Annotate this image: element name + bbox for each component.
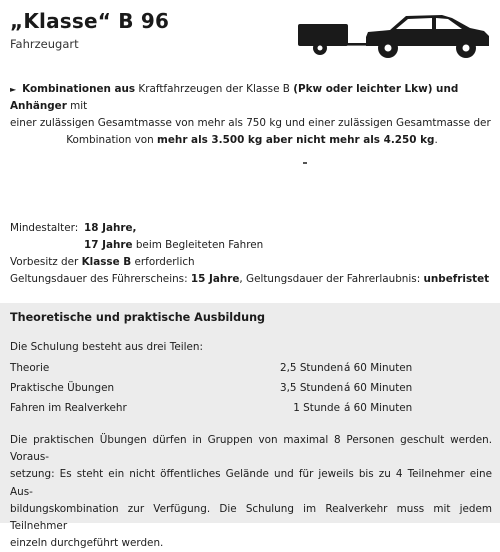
decorative-mark — [303, 162, 307, 164]
training-intro: Die Schulung besteht aus drei Teilen: — [10, 341, 203, 353]
footnote-line: bildungskombination zur Verfügung. Die Schulung im Realverkehr muss mit jedem Teilnehmer — [10, 502, 492, 533]
footnote-line: Die praktischen Übungen dürfen in Gruppen von maximal 8 Personen geschult werden. Voraus- — [10, 434, 492, 464]
prior-licence-prefix: Vorbesitz der — [10, 256, 82, 268]
validity-prefix: Geltungsdauer des Führerscheins: — [10, 273, 191, 285]
training-row-amount: 3,5 Stunden — [280, 382, 344, 394]
training-row-label: Praktische Übungen — [10, 382, 115, 394]
page-title: „Klasse“ B 96 — [10, 9, 170, 33]
combo-line-1 — [10, 81, 494, 115]
requirements-block — [10, 220, 489, 288]
training-row-theory — [10, 362, 480, 379]
training-row-unit: á 60 Minuten — [344, 362, 413, 374]
min-age-alt — [84, 237, 263, 254]
validity-row — [10, 271, 489, 288]
validity-middle: , Geltungsdauer der Fahrerlaubnis: — [239, 273, 424, 285]
combo-text: Kraftfahrzeugen der Klasse B — [135, 83, 294, 95]
validity-value: 15 Jahre — [190, 273, 240, 285]
combo-text: . — [434, 134, 438, 146]
combo-strong: mehr als 3.500 kg aber nicht mehr als 4.250 kg — [157, 134, 435, 146]
car-with-trailer-icon — [296, 12, 492, 62]
prior-licence-row — [10, 254, 489, 271]
training-footnote — [10, 432, 492, 552]
min-age-label: Mindestalter: — [10, 222, 79, 234]
prior-licence-suffix: erforderlich — [131, 256, 195, 268]
combo-strong: (Pkw oder leichter Lkw) und Anhänger — [10, 83, 459, 112]
combo-text: Kombination von — [66, 134, 158, 146]
min-age-row — [10, 220, 489, 237]
training-row-label: Theorie — [10, 362, 50, 374]
training-row-label: Fahren im Realverkehr — [10, 402, 127, 414]
min-age-alt-suffix: beim Begleiteten Fahren — [132, 239, 264, 251]
prior-licence-value: Klasse B — [81, 256, 132, 268]
combo-text: mit — [66, 100, 88, 112]
validity-permit-value: unbefristet — [423, 273, 490, 285]
training-title: Theoretische und praktische Ausbildung — [10, 311, 266, 324]
min-age-alt-row — [10, 237, 489, 254]
combination-description — [10, 81, 494, 149]
page-subtitle: Fahrzeugart — [10, 37, 79, 51]
min-age-value: 18 Jahre, — [84, 222, 137, 234]
bullet-arrow-icon: ► — [10, 85, 17, 94]
footnote-line: einzeln durchgeführt werden. — [10, 537, 164, 550]
training-row-practice — [10, 382, 480, 399]
training-row-amount: 2,5 Stunden — [280, 362, 344, 374]
training-row-traffic — [10, 402, 480, 419]
combo-strong: Kombinationen aus — [22, 83, 136, 95]
footnote-line: setzung: Es steht ein nicht öffentliches Gelände und für jeweils bis zu 4 Teilnehmer eine Aus- — [10, 468, 492, 498]
combo-line-3 — [10, 132, 494, 149]
training-row-amount: 1 Stunde — [293, 402, 340, 414]
training-row-unit: á 60 Minuten — [344, 382, 413, 394]
training-row-unit: á 60 Minuten — [344, 402, 413, 414]
combo-line-2: einer zulässigen Gesamtmasse von mehr als 750 kg und einer zulässigen Gesamtmasse der — [10, 117, 491, 129]
min-age-alt-value: 17 Jahre — [84, 239, 133, 251]
